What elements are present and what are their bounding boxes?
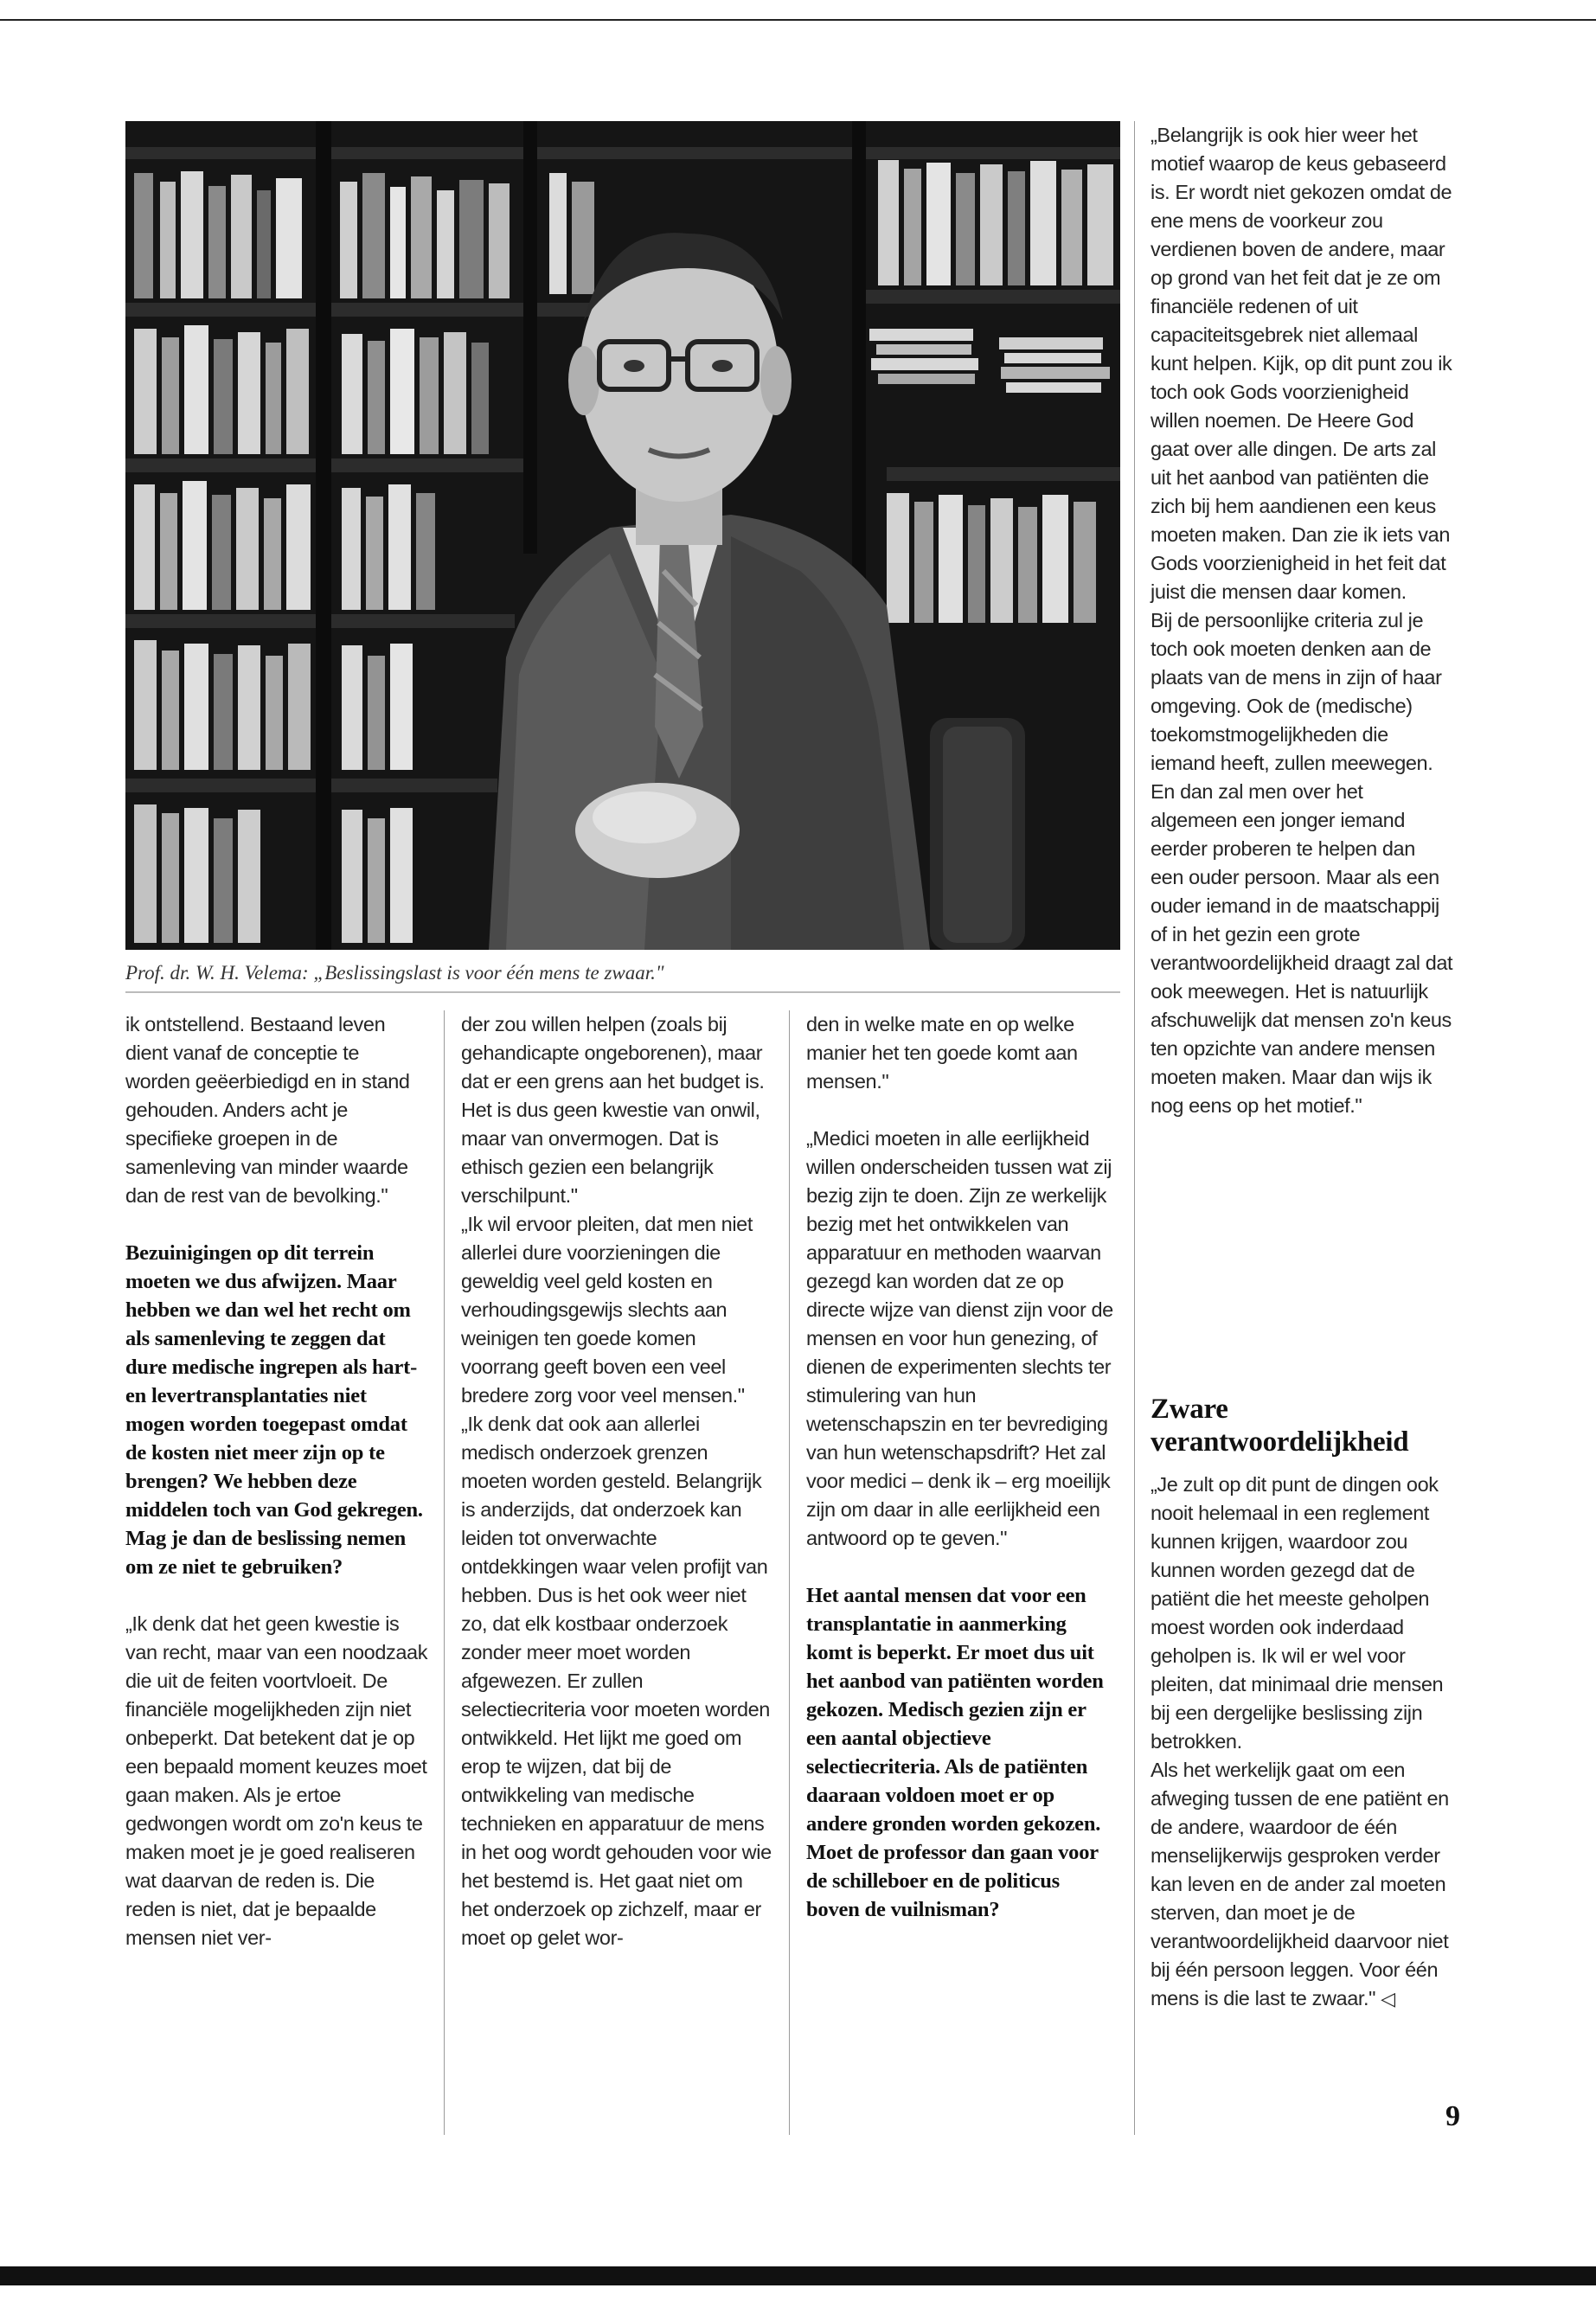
bottom-bar <box>0 2266 1596 2285</box>
paragraph: ik ontstellend. Bestaand leven dient vanaf de conceptie te worden geëerbiedigd en in stand gehouden. Anders acht je specifieke groepen in de samenleving van minder waarde dan de rest van de bevolking." <box>125 1013 410 1207</box>
article-column-4 <box>1151 121 1453 1120</box>
section-heading: Zware verantwoordelijkheid <box>1151 1394 1409 1458</box>
paragraph: „Je zult op dit punt de dingen ook nooit helemaal in een reglement kunnen krijgen, waardoor zou kunnen worden gezegd dat de patiënt die het meeste geholpen moest worden ook inderdaad geholpen is. Ik wil er wel voor pleiten, dat minimaal drie mensen bij een dergelijke beslissing zijn betrokken. <box>1151 1473 1444 1753</box>
page-number: 9 <box>1445 2100 1460 2132</box>
paragraph: „Ik denk dat het geen kwestie is van recht, maar van een noodzaak die uit de feiten voortvloeit. De financiële mogelijkheden zijn niet onbeperkt. Dat betekent dat je op een bepaald moment keuzes moet gaan maken. Als je ertoe gedwongen wordt om zo'n keus te maken moet je je goed realiseren wat daarvan de reden is. Die reden is niet, dat je bepaalde mensen niet ver- <box>125 1612 428 1949</box>
paragraph: „Ik denk dat ook aan allerlei medisch onderzoek grenzen moeten worden gesteld. Belangrijk is anderzijds, dat onderzoek kan leiden tot onverwachte ontdekkingen waar velen profijt van hebben. Dus is het ook weer niet zo, dat elk kostbaar onderzoek zonder meer moet worden afgewezen. Er zullen selectiecriteria voor moeten worden ontwikkeld. Het lijkt me goed om erop te wijzen, dat bij de ontwikkeling van medische technieken en apparatuur de mens in het oog wordt gehouden voor wie het bestemd is. Het gaat niet om het onderzoek op zichzelf, maar er moet op gelet wor- <box>461 1413 772 1949</box>
column-divider <box>444 1010 445 2135</box>
paragraph: den in welke mate en op welke manier het ten goede komt aan mensen." <box>806 1013 1078 1093</box>
paragraph: „Medici moeten in alle eerlijkheid willen onderscheiden tussen wat zij bezig zijn te doen. Zijn ze werkelijk bezig met het ontwikkelen van apparatuur en methoden waarvan gezegd kan worden dat ze op directe wijze van dienst zijn voor de mensen en voor hun genezing, of dienen de experimenten slechts ter stimulering van hun wetenschapszin en ter bevrediging van hun wetenschapsdrift? Het zal voor medici – denk ik – erg moeilijk zijn om daar in alle eerlijkheid een antwoord op te geven." <box>806 1127 1113 1549</box>
article-column-2 <box>461 1010 772 1952</box>
portrait-photo <box>125 121 1120 950</box>
paragraph <box>1151 1756 1453 2013</box>
paragraph: der zou willen helpen (zoals bij gehandicapte ongeborenen), maar dat er een grens aan het budget is. Het is dus geen kwestie van onwil, maar van onvermogen. Dat is ethisch gezien een belangrijk verschilpunt." <box>461 1013 765 1207</box>
interview-question: Het aantal mensen dat voor een transplantatie in aanmerking komt is beperkt. Er moet dus uit het aanbod van patiënten worden gekozen. Medisch gezien zijn er een aantal objectieve selectiecriteria. Als de patiënten daaraan voldoen moet er op andere gronden worden gekozen. Moet de professor dan gaan voor de schilleboer en de politicus boven de vuilnisman? <box>806 1584 1104 1921</box>
portrait-illustration <box>125 121 1120 950</box>
column-divider <box>789 1010 790 2135</box>
interview-question: Bezuinigingen op dit terrein moeten we dus afwijzen. Maar hebben we dan wel het recht om als samenleving te zeggen dat dure medische ingrepen als hart- en levertransplantaties niet mogen worden toegepast omdat de kosten niet meer zijn op te brengen? We hebben deze middelen toch van God gekregen. Mag je dan de beslissing nemen om ze niet te gebruiken? <box>125 1241 423 1579</box>
article-column-3 <box>806 1010 1118 1924</box>
column-divider <box>1134 121 1135 2135</box>
photo-caption: Prof. dr. W. H. Velema: „Beslissingslast is voor één mens te zwaar." <box>125 960 1120 993</box>
paragraph-text: Als het werkelijk gaat om een afweging tussen de ene patiënt en de andere, waardoor de één menselijkerwijs gesproken verder kan leven en de ander zal moeten sterven, dan moet je de verantwoordelijkheid daarvoor niet bij één persoon leggen. Voor één mens is die last te zwaar." <box>1151 1759 1449 2009</box>
article-column-4-section <box>1151 1393 1453 2013</box>
article-column-1 <box>125 1010 428 1952</box>
end-mark-icon: ◁ <box>1381 1988 1395 2009</box>
top-rule <box>0 19 1596 21</box>
paragraph: „Belangrijk is ook hier weer het motief waarop de keus gebaseerd is. Er wordt niet gekozen omdat de ene mens de voorkeur zou verdienen boven de andere, maar op grond van het feit dat je ze om financiële redenen of uit capaciteitsgebrek niet allemaal kunt helpen. Kijk, op dit punt zou ik toch ook Gods voorzienigheid willen noemen. De Heere God gaat over alle dingen. De arts zal uit het aanbod van patiënten die zich bij hem aandienen een keus moeten maken. Dan zie ik iets van Gods voorzienigheid in het feit dat juist die mensen daar komen. <box>1151 124 1452 603</box>
paragraph: Bij de persoonlijke criteria zul je toch ook moeten denken aan de plaats van de mens in zijn of haar omgeving. Ook de (medische) toekomstmogelijkheden die iemand heeft, zullen meewegen. En dan zal men over het algemeen een jonger iemand eerder proberen te helpen dan een ouder persoon. Maar als een ouder iemand in de maatschappij of in het gezin een grote verantwoordelijkheid draagt zal dat ook meewegen. Het is natuurlijk afschuwelijk dat mensen zo'n keus ten opzichte van andere mensen moeten maken. Maar dan wijs ik nog eens op het motief." <box>1151 609 1453 1117</box>
paragraph: „Ik wil ervoor pleiten, dat men niet allerlei dure voorzieningen die geweldig veel geld kosten en verhoudingsgewijs slechts aan weinigen ten goede komen voorrang geeft boven een veel bredere zorg voor veel mensen." <box>461 1213 753 1407</box>
